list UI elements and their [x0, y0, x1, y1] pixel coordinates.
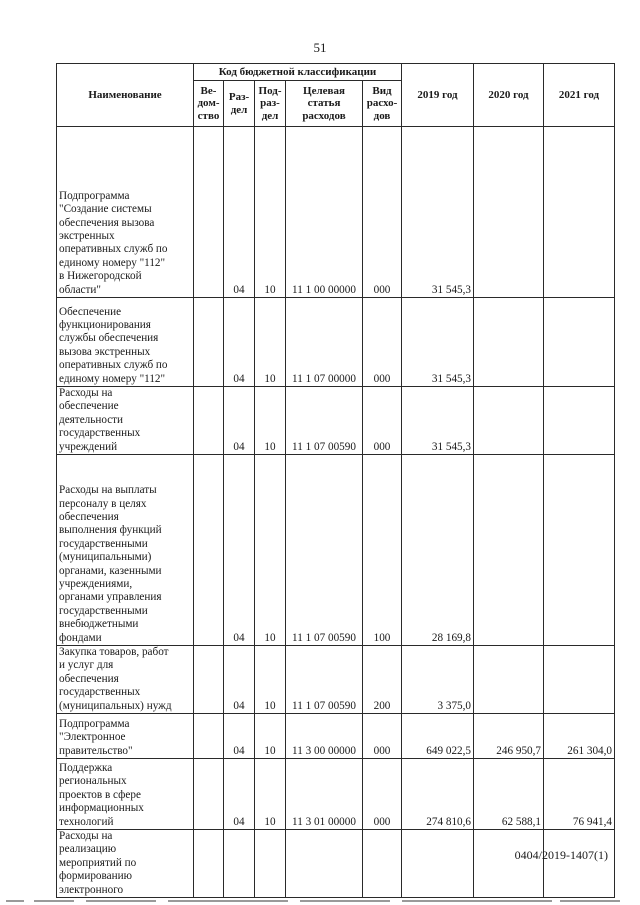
cell-name-line: вызова экстренных — [59, 345, 151, 358]
cell-amount-2021 — [544, 455, 615, 646]
cell-name-line: органами управления — [59, 591, 162, 604]
header-2020: 2020 год — [474, 64, 544, 127]
cell-amount-2020 — [474, 646, 544, 714]
cell-razdel: 04 — [224, 646, 255, 714]
cell-name-line: деятельности — [59, 413, 124, 426]
cell-amount-2020 — [474, 298, 544, 387]
cell-name-line: (муниципальными) — [59, 551, 152, 564]
cell-expense-type: 200 — [363, 646, 402, 714]
cell-name-line: персоналу в целях — [59, 497, 147, 510]
cell-amount-2021 — [544, 298, 615, 387]
cell-name-line: Подпрограмма — [59, 717, 130, 730]
cell-name-line: Расходы на — [59, 830, 113, 843]
cell-name — [57, 830, 194, 898]
cell-name-line: государственными — [59, 537, 148, 550]
cell-name-line: внебюджетными — [59, 618, 139, 631]
cell-amount-2019: 28 169,8 — [402, 455, 474, 646]
cell-name-line: проектов в сфере — [59, 788, 141, 801]
cell-podrazdel: 10 — [255, 714, 286, 759]
cell-name-line: единому номеру "112" — [59, 372, 166, 385]
cell-amount-2020 — [474, 455, 544, 646]
table-row — [57, 830, 615, 898]
cell-target-article: 11 3 01 00000 — [286, 759, 363, 830]
header-razdel: Раз- дел — [224, 81, 255, 127]
cell-podrazdel: 10 — [255, 455, 286, 646]
cell-name-line: государственными — [59, 604, 148, 617]
cell-name-line: технологий — [59, 815, 114, 828]
cell-razdel: 04 — [224, 127, 255, 298]
cell-expense-type: 000 — [363, 298, 402, 387]
cell-amount-2020: 62 588,1 — [474, 759, 544, 830]
document-code: 0404/2019-1407(1) — [514, 848, 608, 862]
cell-name-line: области" — [59, 283, 101, 296]
cell-name-line: обеспечения — [59, 510, 119, 523]
cell-podrazdel: 10 — [255, 646, 286, 714]
cell-razdel: 04 — [224, 455, 255, 646]
cell-razdel: 04 — [224, 298, 255, 387]
cell-expense-type: 000 — [363, 387, 402, 455]
cell-amount-2020 — [474, 830, 544, 898]
cell-amount-2021 — [544, 830, 615, 898]
cell-podrazdel: 10 — [255, 387, 286, 455]
cell-vedomstvo — [194, 830, 224, 898]
cell-amount-2019: 274 810,6 — [402, 759, 474, 830]
cell-name — [57, 646, 194, 714]
budget-table — [56, 63, 615, 898]
cell-vedomstvo — [194, 387, 224, 455]
cell-vedomstvo — [194, 714, 224, 759]
cell-name-line: функционирования — [59, 318, 151, 331]
cell-name-line: государственных — [59, 686, 141, 699]
table-row — [57, 387, 615, 455]
cell-name-line: электронного — [59, 883, 124, 896]
page-number: 51 — [313, 40, 327, 55]
cell-target-article: 11 1 00 00000 — [286, 127, 363, 298]
cell-name — [57, 298, 194, 387]
cell-target-article: 11 1 07 00590 — [286, 455, 363, 646]
table-row — [57, 455, 615, 646]
cell-name — [57, 759, 194, 830]
cell-name-line: Поддержка — [59, 762, 113, 775]
cell-amount-2019: 31 545,3 — [402, 298, 474, 387]
header-name: Наименование — [57, 64, 194, 127]
cell-amount-2020: 246 950,7 — [474, 714, 544, 759]
cell-amount-2020 — [474, 127, 544, 298]
header-2019: 2019 год — [402, 64, 474, 127]
cell-vedomstvo — [194, 759, 224, 830]
cell-name-line: Закупка товаров, работ — [59, 646, 169, 659]
cell-name-line: в Нижегородской — [59, 270, 142, 283]
cell-podrazdel: 10 — [255, 127, 286, 298]
cell-name-line: Расходы на — [59, 387, 113, 399]
cell-expense-type: 000 — [363, 759, 402, 830]
cell-name — [57, 127, 194, 298]
cell-name-line: информационных — [59, 802, 144, 815]
cell-amount-2021 — [544, 646, 615, 714]
table-row — [57, 759, 615, 830]
scan-edge-noise — [0, 896, 640, 905]
cell-name-line: мероприятий по — [59, 856, 137, 869]
cell-target-article: 11 1 07 00000 — [286, 298, 363, 387]
cell-expense-type: 000 — [363, 714, 402, 759]
cell-name-line: оперативных служб по — [59, 243, 168, 256]
cell-name-line: и услуг для — [59, 659, 114, 672]
cell-target-article: 11 3 00 00000 — [286, 714, 363, 759]
header-row-top — [57, 64, 615, 81]
cell-amount-2020 — [474, 387, 544, 455]
header-classification-group: Код бюджетной классификации — [194, 64, 402, 81]
cell-name — [57, 455, 194, 646]
cell-expense-type: 000 — [363, 127, 402, 298]
cell-vedomstvo — [194, 455, 224, 646]
cell-podrazdel: 10 — [255, 759, 286, 830]
table-row — [57, 646, 615, 714]
cell-amount-2019: 649 022,5 — [402, 714, 474, 759]
cell-name-line: учреждений — [59, 440, 118, 453]
table-row — [57, 714, 615, 759]
cell-name-line: обеспечения вызова — [59, 216, 155, 229]
cell-name-line: (муниципальных) нужд — [59, 699, 172, 712]
cell-target-article: 11 1 07 00590 — [286, 387, 363, 455]
cell-amount-2019: 3 375,0 — [402, 646, 474, 714]
table-row — [57, 127, 615, 298]
cell-vedomstvo — [194, 127, 224, 298]
cell-name-line: региональных — [59, 775, 127, 788]
cell-name-line: учреждениями, — [59, 578, 133, 590]
cell-vedomstvo — [194, 646, 224, 714]
cell-amount-2019: 31 545,3 — [402, 387, 474, 455]
cell-name-line: органами, казенными — [59, 564, 162, 577]
cell-razdel: 04 — [224, 759, 255, 830]
header-2021: 2021 год — [544, 64, 615, 127]
cell-name-line: формированию — [59, 870, 132, 883]
cell-name-line: экстренных — [59, 229, 115, 242]
cell-name-line: Расходы на выплаты — [59, 484, 157, 497]
cell-amount-2021 — [544, 387, 615, 455]
cell-name-line: Подпрограмма — [59, 189, 130, 202]
cell-amount-2021 — [544, 127, 615, 298]
cell-name — [57, 387, 194, 455]
cell-name-line: обеспечение — [59, 400, 119, 413]
cell-expense-type: 100 — [363, 455, 402, 646]
cell-razdel: 04 — [224, 387, 255, 455]
cell-name-line: "Электронное — [59, 731, 126, 744]
cell-name-line: оперативных служб по — [59, 359, 168, 372]
cell-amount-2019: 31 545,3 — [402, 127, 474, 298]
header-podrazdel: Под- раз- дел — [255, 81, 286, 127]
cell-name-line: реализацию — [59, 843, 117, 856]
cell-name — [57, 714, 194, 759]
cell-expense-type — [363, 830, 402, 898]
cell-name-line: Обеспечение — [59, 305, 122, 318]
cell-name-line: выполнения функций — [59, 524, 162, 537]
cell-amount-2021: 76 941,4 — [544, 759, 615, 830]
cell-amount-2021: 261 304,0 — [544, 714, 615, 759]
cell-razdel — [224, 830, 255, 898]
cell-target-article — [286, 830, 363, 898]
cell-podrazdel — [255, 830, 286, 898]
header-target-article: Целевая статья расходов — [286, 81, 363, 127]
cell-name-line: государственных — [59, 427, 141, 440]
header-expense-type: Вид расхо- дов — [363, 81, 402, 127]
cell-razdel: 04 — [224, 714, 255, 759]
table-row — [57, 298, 615, 387]
cell-name-line: единому номеру "112" — [59, 256, 166, 269]
cell-amount-2019 — [402, 830, 474, 898]
cell-name-line: обеспечения — [59, 672, 119, 685]
header-vedomstvo: Ве- дом- ство — [194, 81, 224, 127]
cell-target-article: 11 1 07 00590 — [286, 646, 363, 714]
cell-vedomstvo — [194, 298, 224, 387]
cell-name-line: "Создание системы — [59, 203, 152, 216]
cell-name-line: фондами — [59, 631, 102, 644]
cell-name-line: правительство" — [59, 744, 133, 757]
cell-name-line: службы обеспечения — [59, 332, 159, 345]
cell-podrazdel: 10 — [255, 298, 286, 387]
